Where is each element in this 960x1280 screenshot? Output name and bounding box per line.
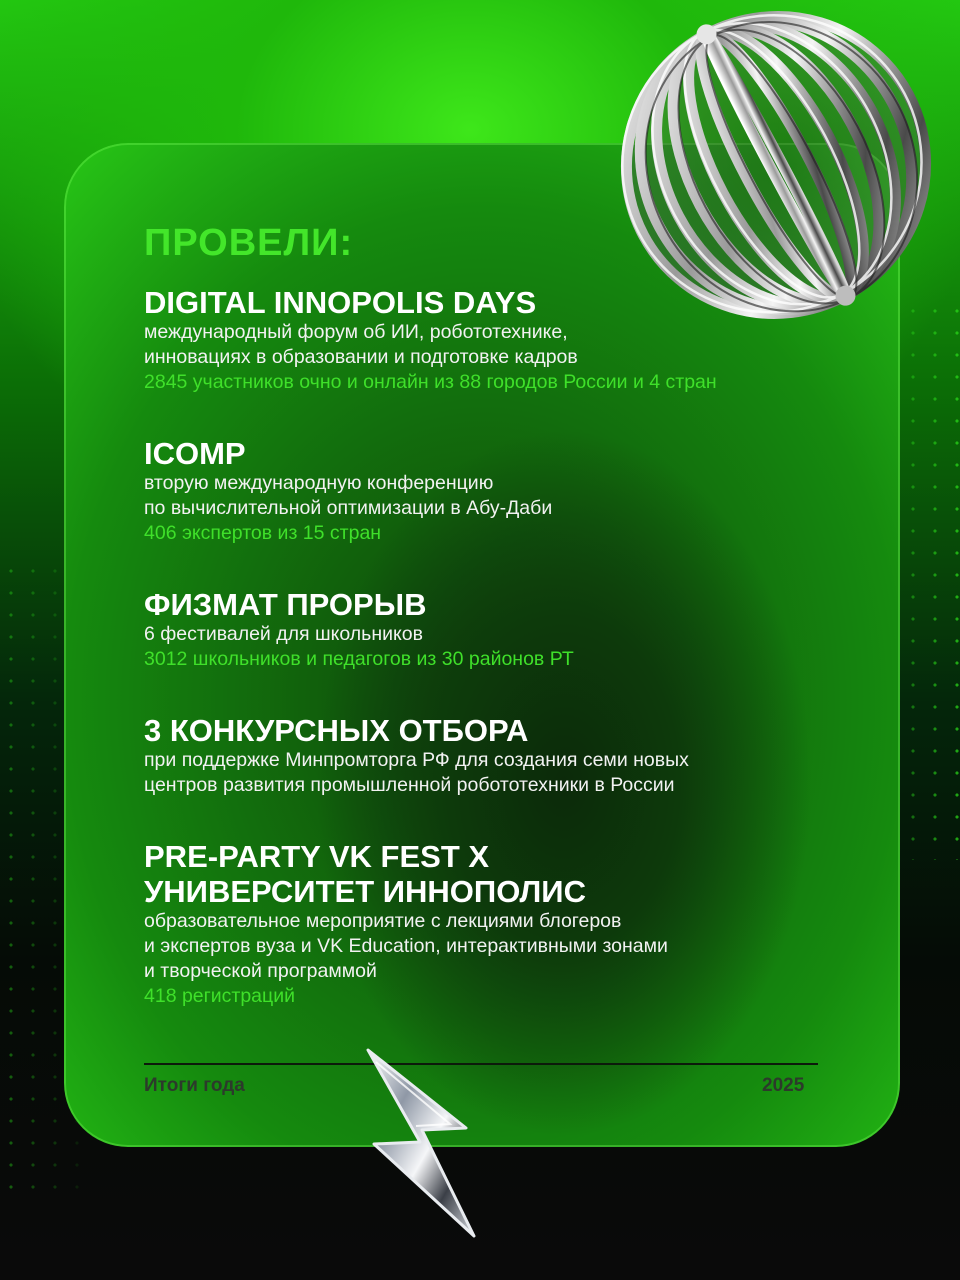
footer-divider: [144, 1063, 818, 1065]
event-title: DIGITAL INNOPOLIS DAYS: [144, 285, 537, 320]
event-stat: 406 экспертов из 15 стран: [144, 522, 382, 544]
event-title: ICOMP: [144, 436, 246, 471]
chrome-wire-sphere-icon: [596, 0, 960, 330]
event-description: международный форум об ИИ, робототехнике, инновациях в образовании и подготовке кадров: [144, 321, 578, 368]
event-item-pre-party-vk-fest: [144, 839, 844, 1009]
event-title: 3 КОНКУРСНЫХ ОТБОРА: [144, 713, 529, 748]
event-description: вторую международную конференцию по вычислительной оптимизации в Абу-Даби: [144, 472, 553, 519]
card-content: [144, 221, 844, 1009]
event-title: PRE-PARTY VK FEST X УНИВЕРСИТЕТ ИННОПОЛИС: [144, 839, 586, 909]
footer-caption: Итоги года: [144, 1075, 245, 1096]
event-description: образовательное мероприятие с лекциями блогеров и экспертов вуза и VK Education, интерактивными зонами и творческой программой: [144, 910, 668, 982]
event-title: ФИЗМАТ ПРОРЫВ: [144, 587, 427, 622]
event-item-icomp: [144, 436, 844, 546]
event-item-konkursnye-otbory: [144, 713, 844, 798]
event-description: при поддержке Минпромторга РФ для создания семи новых центров развития промышленной робототехники в России: [144, 749, 689, 796]
event-item-fizmat-proryv: [144, 587, 844, 672]
chrome-lightning-bolt-icon: [362, 1046, 478, 1242]
event-stat: 3012 школьников и педагогов из 30 районов РТ: [144, 648, 574, 670]
footer-year: 2025: [762, 1075, 805, 1096]
event-stat: 2845 участников очно и онлайн из 88 городов России и 4 стран: [144, 371, 717, 393]
event-description: 6 фестивалей для школьников: [144, 623, 423, 645]
section-heading: ПРОВЕЛИ:: [144, 222, 354, 264]
event-stat: 418 регистраций: [144, 985, 295, 1007]
